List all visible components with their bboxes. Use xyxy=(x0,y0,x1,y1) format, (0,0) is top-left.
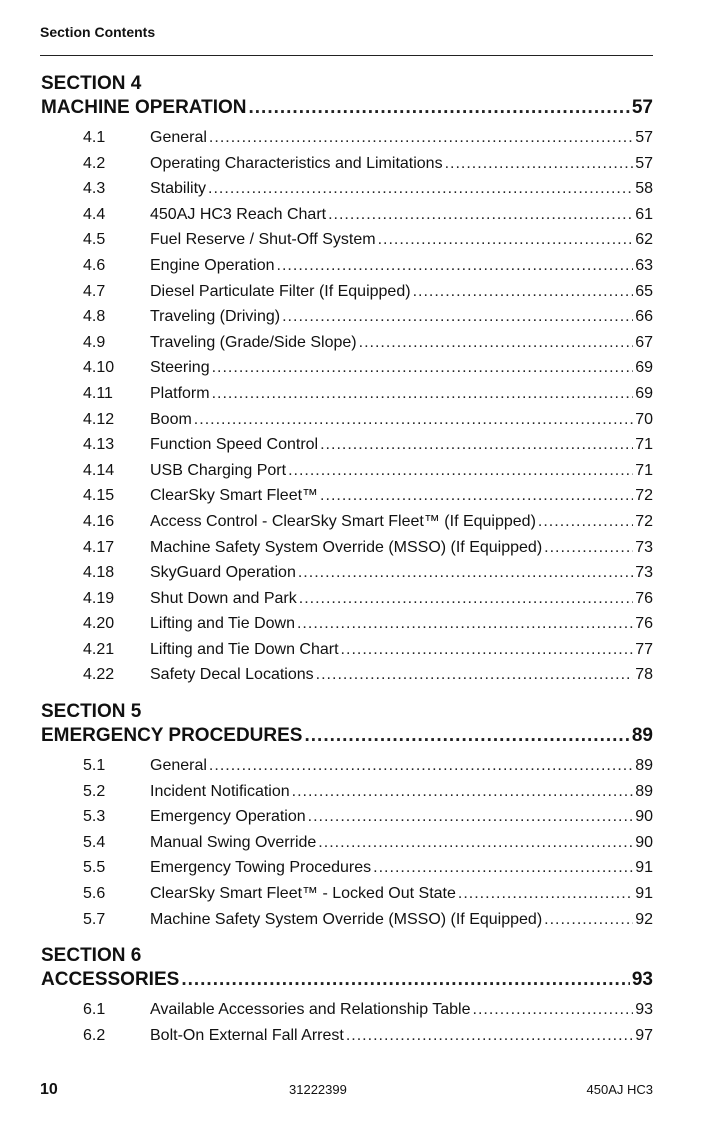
entry-label: USB Charging Port xyxy=(150,461,287,479)
entry-number: 5.3 xyxy=(83,808,106,826)
dot-leader xyxy=(341,637,634,663)
entry-page-number: 90 xyxy=(635,808,653,826)
toc-entry[interactable] xyxy=(41,330,653,356)
section-page-number: 57 xyxy=(631,97,653,118)
dot-leader xyxy=(378,227,634,253)
entry-number: 4.4 xyxy=(83,205,106,223)
dot-leader xyxy=(212,381,634,407)
toc-entry[interactable] xyxy=(41,855,653,881)
entry-number: 5.4 xyxy=(83,833,106,851)
dot-leader xyxy=(209,125,633,151)
dot-leader xyxy=(292,779,634,805)
entry-label: Incident Notification xyxy=(150,782,290,800)
toc-entry[interactable] xyxy=(41,279,653,305)
section-entries xyxy=(41,125,653,688)
entry-page-number: 65 xyxy=(635,282,653,300)
entry-page-number: 69 xyxy=(635,359,653,377)
toc-entry[interactable] xyxy=(41,304,653,330)
dot-leader xyxy=(544,535,633,561)
entry-label: Traveling (Driving) xyxy=(150,308,281,326)
entry-number: 4.1 xyxy=(83,129,106,146)
entry-page-number: 76 xyxy=(635,589,653,607)
toc-entry[interactable] xyxy=(41,151,653,177)
dot-leader xyxy=(316,662,634,688)
entry-label: Lifting and Tie Down Chart xyxy=(150,640,339,658)
toc-entry[interactable] xyxy=(41,432,653,458)
toc-entry[interactable] xyxy=(41,560,653,586)
entry-page-number: 73 xyxy=(635,564,653,582)
entry-number: 6.1 xyxy=(83,1001,106,1019)
entry-number: 4.16 xyxy=(83,512,115,530)
dot-leader xyxy=(298,560,633,586)
entry-label: Available Accessories and Relationship Table xyxy=(150,1001,471,1019)
toc-entry[interactable] xyxy=(41,509,653,535)
entry-label: Diesel Particulate Filter (If Equipped) xyxy=(150,282,411,300)
toc-entry[interactable] xyxy=(41,830,653,856)
dot-leader xyxy=(194,407,633,433)
section-title-link[interactable] xyxy=(41,968,653,992)
entry-number: 5.1 xyxy=(83,757,106,775)
toc-entry[interactable] xyxy=(41,355,653,381)
entry-label: Stability xyxy=(150,180,207,198)
entry-number: 4.6 xyxy=(83,256,106,274)
entry-page-number: 73 xyxy=(635,538,653,556)
toc-entry[interactable] xyxy=(41,253,653,279)
entry-label: SkyGuard Operation xyxy=(150,564,296,582)
entry-number: 4.18 xyxy=(83,564,115,582)
entry-label: Machine Safety System Override (MSSO) (If Equipped) xyxy=(150,538,543,556)
dot-leader xyxy=(359,330,634,356)
entry-number: 4.22 xyxy=(83,666,115,684)
entry-page-number: 71 xyxy=(635,461,653,479)
entry-number: 5.5 xyxy=(83,859,106,877)
entry-number: 4.14 xyxy=(83,461,115,479)
entry-number: 4.20 xyxy=(83,615,115,633)
entry-label: Shut Down and Park xyxy=(150,589,297,607)
dot-leader xyxy=(445,151,634,177)
dot-leader xyxy=(346,1023,633,1049)
dot-leader xyxy=(320,483,633,509)
toc-entry[interactable] xyxy=(41,176,653,202)
entry-page-number: 91 xyxy=(635,859,653,877)
entry-label: Boom xyxy=(150,410,192,428)
page-header-title: Section Contents xyxy=(40,24,156,40)
dot-leader xyxy=(413,279,634,305)
entry-page-number: 76 xyxy=(635,615,653,633)
entry-number: 4.17 xyxy=(83,538,115,556)
toc-entry[interactable] xyxy=(41,637,653,663)
entry-number: 5.7 xyxy=(83,910,106,928)
entry-number: 5.2 xyxy=(83,782,106,800)
entry-page-number: 72 xyxy=(635,512,653,530)
dot-leader xyxy=(328,202,633,228)
entry-page-number: 71 xyxy=(635,436,653,454)
dot-leader xyxy=(538,509,633,535)
section-title: EMERGENCY PROCEDURES xyxy=(41,725,303,747)
toc-entry[interactable] xyxy=(41,535,653,561)
entry-label: Access Control - ClearSky Smart Fleet™ (If Equipped) xyxy=(150,512,536,530)
entry-page-number: 78 xyxy=(635,666,653,684)
entry-number: 4.13 xyxy=(83,436,115,454)
entry-label: Emergency Towing Procedures xyxy=(150,859,372,877)
dot-leader xyxy=(248,96,629,120)
dot-leader xyxy=(308,804,634,830)
section-entries xyxy=(41,753,653,932)
entry-number: 4.9 xyxy=(83,333,106,351)
section-title-link[interactable] xyxy=(41,724,653,748)
dot-leader xyxy=(288,458,633,484)
toc-entry[interactable] xyxy=(41,1023,653,1049)
entry-label: Platform xyxy=(150,384,210,402)
entry-number: 4.21 xyxy=(83,640,115,658)
toc-entry[interactable] xyxy=(41,753,653,779)
toc-entry[interactable] xyxy=(41,662,653,688)
entry-page-number: 69 xyxy=(635,384,653,402)
section-number: SECTION 5 xyxy=(41,701,142,723)
dot-leader xyxy=(304,724,629,748)
entry-number: 5.6 xyxy=(83,885,106,903)
entry-page-number: 77 xyxy=(635,640,653,658)
toc-entry[interactable] xyxy=(41,997,653,1023)
dot-leader xyxy=(208,176,633,202)
section-page-number: 89 xyxy=(631,725,653,747)
entry-page-number: 57 xyxy=(635,129,653,146)
entry-label: Operating Characteristics and Limitations xyxy=(150,154,443,172)
entry-label: Lifting and Tie Down xyxy=(150,615,295,633)
dot-leader xyxy=(297,611,633,637)
section-title: MACHINE OPERATION xyxy=(41,97,247,118)
entry-page-number: 92 xyxy=(635,910,653,928)
toc-section xyxy=(41,72,653,688)
section-page-number: 93 xyxy=(631,969,653,991)
toc-section xyxy=(41,944,653,1048)
entry-label: Fuel Reserve / Shut-Off System xyxy=(150,231,376,249)
entry-label: 450AJ HC3 Reach Chart xyxy=(150,205,327,223)
entry-label: General xyxy=(150,129,207,146)
entry-label: Safety Decal Locations xyxy=(150,666,314,684)
toc-entry[interactable] xyxy=(41,227,653,253)
entry-number: 4.15 xyxy=(83,487,115,505)
toc-entry[interactable] xyxy=(41,586,653,612)
entry-number: 4.19 xyxy=(83,589,115,607)
entry-label: General xyxy=(150,757,207,775)
entry-number: 6.2 xyxy=(83,1026,106,1044)
dot-leader xyxy=(277,253,634,279)
entry-page-number: 62 xyxy=(635,231,653,249)
dot-leader xyxy=(320,432,633,458)
section-entries xyxy=(41,997,653,1048)
entry-number: 4.11 xyxy=(83,384,113,402)
dot-leader xyxy=(299,586,633,612)
footer-page-number: 10 xyxy=(40,1081,58,1098)
entry-page-number: 63 xyxy=(635,256,653,274)
section-number: SECTION 4 xyxy=(41,73,142,94)
section-number: SECTION 6 xyxy=(41,945,142,967)
entry-page-number: 61 xyxy=(635,205,653,223)
toc-entry[interactable] xyxy=(41,407,653,433)
header-divider xyxy=(40,55,653,56)
entry-page-number: 67 xyxy=(635,333,653,351)
dot-leader xyxy=(458,881,633,907)
entry-number: 4.12 xyxy=(83,410,115,428)
toc-entry[interactable] xyxy=(41,881,653,907)
toc-section xyxy=(41,700,653,932)
entry-label: Traveling (Grade/Side Slope) xyxy=(150,333,357,351)
toc-entry[interactable] xyxy=(41,458,653,484)
entry-number: 4.5 xyxy=(83,231,106,249)
entry-page-number: 58 xyxy=(635,180,653,198)
dot-leader xyxy=(473,997,634,1023)
dot-leader xyxy=(209,753,633,779)
dot-leader xyxy=(282,304,633,330)
entry-label: Engine Operation xyxy=(150,256,275,274)
entry-page-number: 57 xyxy=(635,154,653,172)
entry-label: Steering xyxy=(150,359,210,377)
toc-entry[interactable] xyxy=(41,804,653,830)
toc-entry[interactable] xyxy=(41,381,653,407)
dot-leader xyxy=(318,830,633,856)
entry-label: ClearSky Smart Fleet™ xyxy=(150,487,319,505)
dot-leader xyxy=(212,355,634,381)
entry-number: 4.3 xyxy=(83,180,106,198)
entry-page-number: 66 xyxy=(635,308,653,326)
footer-model: 450AJ HC3 xyxy=(586,1082,653,1097)
entry-number: 4.2 xyxy=(83,154,106,172)
footer-doc-number: 31222399 xyxy=(289,1082,347,1097)
entry-page-number: 89 xyxy=(635,782,653,800)
section-title: ACCESSORIES xyxy=(41,969,180,991)
toc-entry[interactable] xyxy=(41,907,653,933)
table-of-contents xyxy=(41,72,653,1060)
entry-page-number: 97 xyxy=(635,1026,653,1044)
dot-leader xyxy=(181,968,630,992)
entry-page-number: 72 xyxy=(635,487,653,505)
entry-label: Function Speed Control xyxy=(150,436,319,454)
entry-number: 4.7 xyxy=(83,282,106,300)
entry-page-number: 90 xyxy=(635,833,653,851)
entry-number: 4.10 xyxy=(83,359,115,377)
toc-entry[interactable] xyxy=(41,611,653,637)
toc-entry[interactable] xyxy=(41,125,653,151)
entry-page-number: 89 xyxy=(635,757,653,775)
entry-label: Manual Swing Override xyxy=(150,833,317,851)
entry-page-number: 91 xyxy=(635,885,653,903)
dot-leader xyxy=(373,855,633,881)
toc-entry[interactable] xyxy=(41,483,653,509)
entry-label: Bolt-On External Fall Arrest xyxy=(150,1026,344,1044)
entry-number: 4.8 xyxy=(83,308,106,326)
entry-label: ClearSky Smart Fleet™ - Locked Out State xyxy=(150,885,456,903)
entry-label: Emergency Operation xyxy=(150,808,306,826)
toc-entry[interactable] xyxy=(41,202,653,228)
entry-page-number: 70 xyxy=(635,410,653,428)
entry-label: Machine Safety System Override (MSSO) (If Equipped) xyxy=(150,910,543,928)
dot-leader xyxy=(544,907,633,933)
section-title-link[interactable] xyxy=(41,96,653,120)
toc-entry[interactable] xyxy=(41,779,653,805)
entry-page-number: 93 xyxy=(635,1001,653,1019)
